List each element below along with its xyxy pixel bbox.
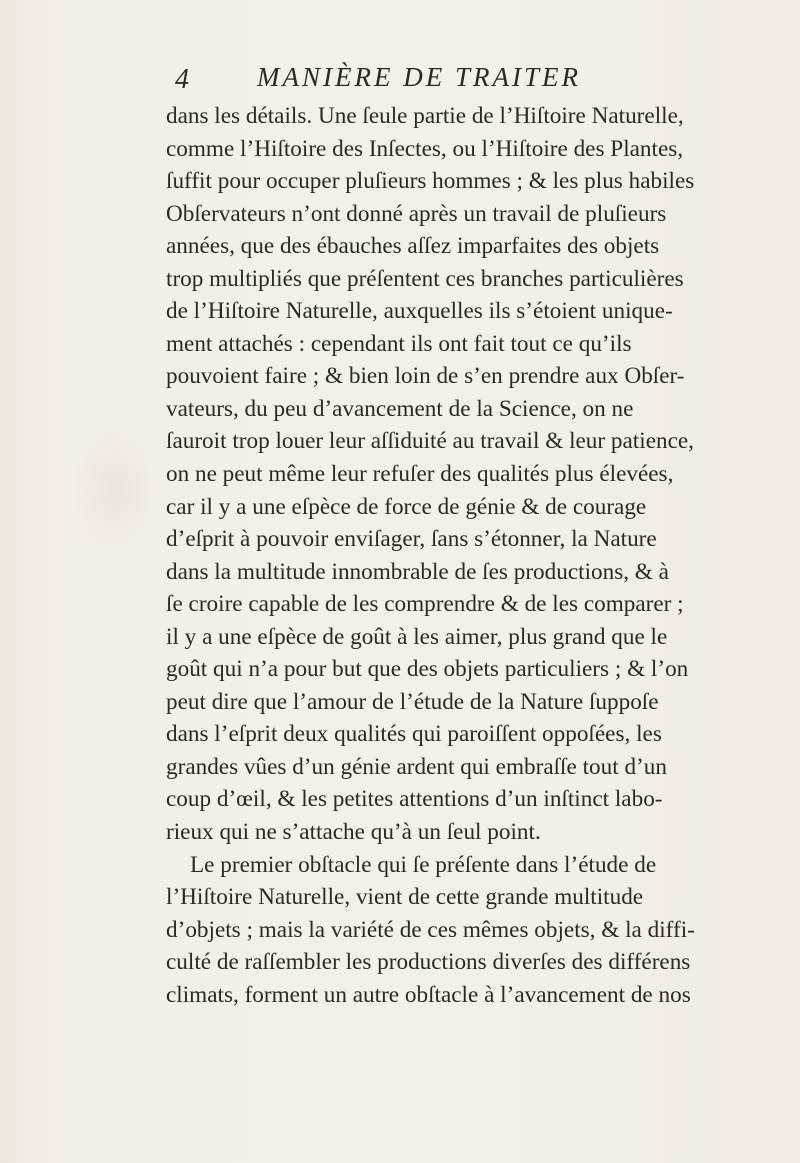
text-line: on ne peut même leur refuſer des qualités plus élevées, xyxy=(166,461,674,488)
text-line: pouvoient faire ; & bien loin de s’en prendre aux Obſer- xyxy=(166,363,685,390)
text-line: de l’Hiſtoire Naturelle, auxquelles ils s’étoient unique- xyxy=(166,298,673,325)
text-line: comme l’Hiſtoire des Inſectes, ou l’Hiſtoire des Plantes, xyxy=(166,135,684,162)
text-line: d’objets ; mais la variété de ces mêmes objets, & la diffi- xyxy=(166,916,695,943)
text-line: culté de raſſembler les productions diverſes des différens xyxy=(166,949,691,976)
text-line: il y a une eſpèce de goût à les aimer, plus grand que le xyxy=(166,623,668,650)
text-line: d’eſprit à pouvoir enviſager, ſans s’étonner, la Nature xyxy=(166,526,657,553)
text-line: trop multipliés que préſentent ces branches particulières xyxy=(166,265,684,292)
text-line: peut dire que l’amour de l’étude de la Nature ſuppoſe xyxy=(166,688,659,715)
text-line: dans les détails. Une ſeule partie de l’Hiſtoire Naturelle, xyxy=(166,103,684,129)
page-header xyxy=(175,62,615,102)
text-line: l’Hiſtoire Naturelle, vient de cette grande multitude xyxy=(166,884,644,911)
text-line: dans l’eſprit deux qualités qui paroiſſent oppoſées, les xyxy=(166,721,662,748)
paragraph-start-line: Le premier obſtacle qui ſe préſente dans l’étude de xyxy=(190,851,657,878)
running-title: MANIÈRE DE TRAITER xyxy=(257,62,581,92)
paragraph-end-line: rieux qui ne s’attache qu’à un ſeul point. xyxy=(166,819,541,846)
text-line: dans la multitude innombrable de ſes productions, & à xyxy=(166,558,669,585)
text-line: goût qui n’a pour but que des objets particuliers ; & l’on xyxy=(166,656,689,683)
text-line: vateurs, du peu d’avancement de la Science, on ne xyxy=(166,395,634,422)
text-line: climats, forment un autre obſtacle à l’avancement de nos xyxy=(166,981,691,1008)
paper-stain xyxy=(70,420,160,560)
text-line: ſauroit trop louer leur aſſiduité au travail & leur patience, xyxy=(166,428,694,455)
text-line: ment attachés : cependant ils ont fait tout ce qu’ils xyxy=(166,330,632,357)
text-line: car il y a une eſpèce de force de génie & de courage xyxy=(166,493,647,520)
body-text xyxy=(166,100,695,1011)
text-line: Obſervateurs n’ont donné après un travail de pluſieurs xyxy=(166,200,667,227)
text-line: années, que des ébauches aſſez imparfaites des objets xyxy=(166,233,660,260)
text-line: ſuffit pour occuper pluſieurs hommes ; & les plus habiles xyxy=(166,168,695,195)
text-line: ſe croire capable de les comprendre & de les comparer ; xyxy=(166,591,684,618)
page-number: 4 xyxy=(175,64,189,95)
text-line: coup d’œil, & les petites attentions d’un inſtinct labo- xyxy=(166,786,663,813)
text-line: grandes vûes d’un génie ardent qui embraſſe tout d’un xyxy=(166,753,667,780)
